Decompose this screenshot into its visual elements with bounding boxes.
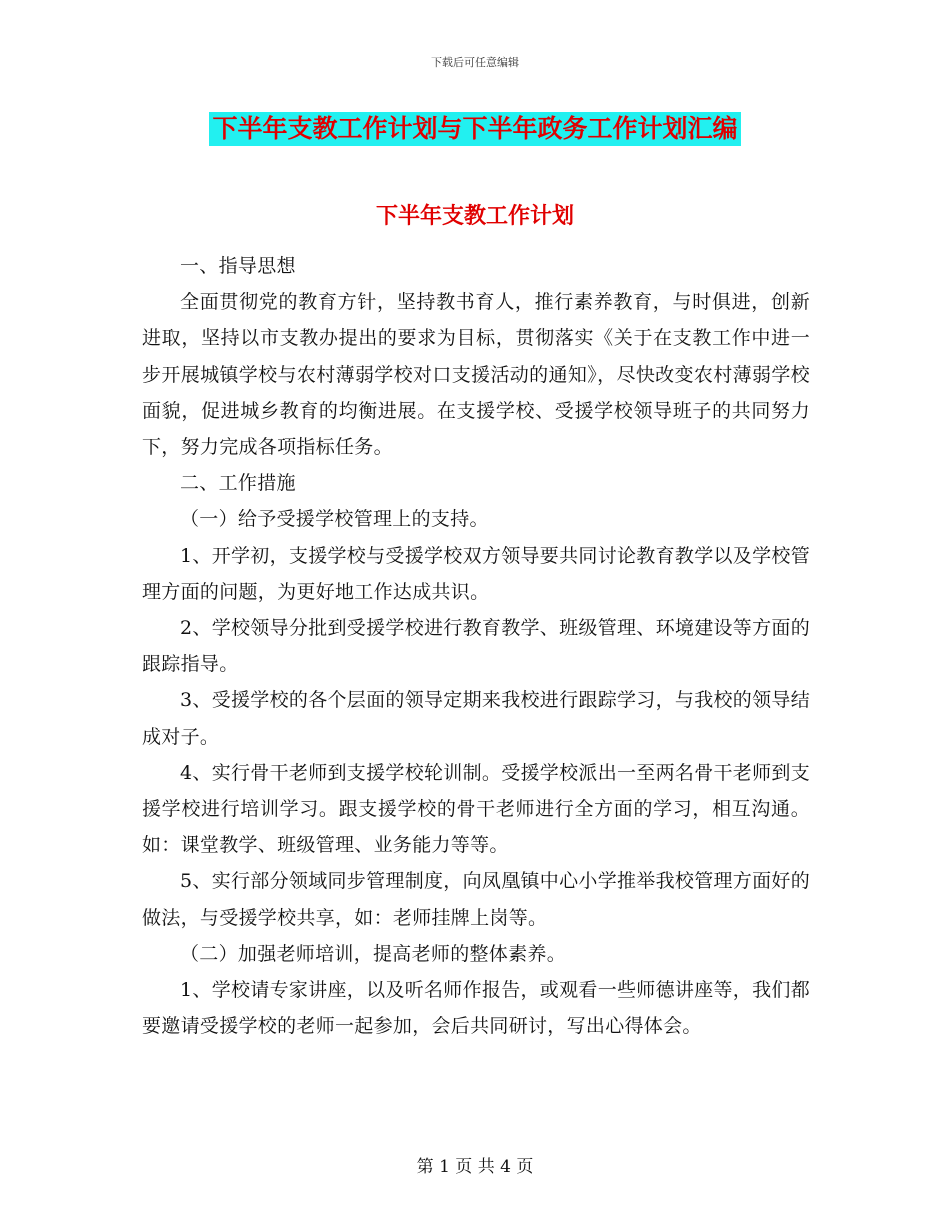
section-title: 下半年支教工作计划 — [375, 204, 574, 229]
subheading-teacher-training: （二）加强老师培训，提高老师的整体素养。 — [180, 942, 567, 965]
heading-guiding-ideology: 一、指导思想 — [180, 255, 296, 277]
page-footer: 第 1 页 共 4 页 — [416, 1157, 534, 1177]
main-title-container — [0, 112, 950, 146]
list-item-training-1: 1、学校请专家讲座，以及听名师作报告，或观看一些师德讲座等，我们都要邀请受援学校的老师一起参加，会后共同研讨，写出心得体会。 — [142, 979, 810, 1038]
main-title: 下半年支教工作计划与下半年政务工作计划汇编 — [209, 112, 740, 146]
header-note: 下载后可任意编辑 — [431, 56, 519, 69]
document-body — [142, 248, 810, 1044]
list-item-2: 2、学校领导分批到受援学校进行教育教学、班级管理、环境建设等方面的跟踪指导。 — [142, 617, 810, 676]
list-item-1: 1、开学初，支援学校与受援学校双方领导要共同讨论教育教学以及学校管理方面的问题，为更好地工作达成共识。 — [142, 544, 810, 603]
heading-work-measures: 二、工作措施 — [180, 472, 296, 495]
list-item-5: 5、实行部分领域同步管理制度，向凤凰镇中心小学推举我校管理方面好的做法，与受援学校共享，如：老师挂牌上岗等。 — [142, 870, 810, 929]
subheading-management-support: （一）给予受援学校管理上的支持。 — [180, 508, 489, 531]
list-item-3: 3、受援学校的各个层面的领导定期来我校进行跟踪学习，与我校的领导结成对子。 — [142, 689, 810, 748]
paragraph-guiding-ideology: 全面贯彻党的教育方针，坚持教书育人，推行素养教育，与时俱进，创新进取，坚持以市支教办提出的要求为目标，贯彻落实《关于在支教工作中进一步开展城镇学校与农村薄弱学校对口支援活动的通知》，尽快改变农村薄弱学校面貌，促进城乡教育的均衡进展。在支援学校、受援学校领导班子的共同努力下，努力完成各项指标任务。 — [142, 291, 810, 459]
list-item-4: 4、实行骨干老师到支援学校轮训制。受援学校派出一至两名骨干老师到支援学校进行培训学习。跟支援学校的骨干老师进行全方面的学习，相互沟通。如：课堂教学、班级管理、业务能力等等。 — [142, 761, 810, 857]
